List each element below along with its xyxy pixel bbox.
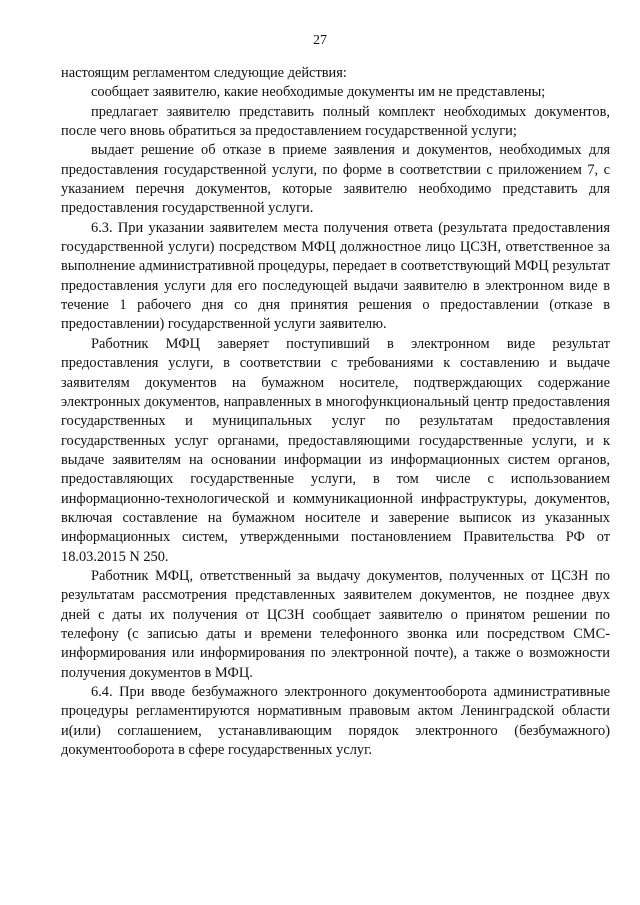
page-number: 27 bbox=[313, 33, 327, 48]
paragraph-continuation: настоящим регламентом следующие действия: bbox=[61, 65, 347, 81]
paragraph-section-6-3: 6.3. При указании заявителем места получения ответа (результата предоставления государственной услуги) посредством МФЦ должностное лицо ЦСЗН, ответственное за выполнение административной процедуры, передает в соответствующий МФЦ результат предоставления услуги для его последующей выдачи заявителю в электронном виде в течение 1 рабочего дня со дня принятия решения о предоставлении (отказе в предоставлении) государственной услуги заявителю. bbox=[61, 219, 610, 333]
paragraph-missing-documents: сообщает заявителю, какие необходимые документы им не представлены; bbox=[91, 84, 546, 101]
paragraph-refusal-decision: выдает решение об отказе в приеме заявления и документов, необходимых для предоставления государственной услуги, по форме в соответствии с приложением 7, с указанием перечня документов, которые заявителю необходимо представить для предоставления государственной услуги. bbox=[61, 142, 610, 217]
paragraph-section-6-4: 6.4. При вводе безбумажного электронного документооборота административные процедуры регламентируются нормативным правовым актом Ленинградской области и(или) соглашением, устанавливающим порядок электронного (безбумажного) документооборота в сфере государственных услуг. bbox=[61, 684, 610, 759]
paragraph-mfc-notifies: Работник МФЦ, ответственный за выдачу документов, полученных от ЦСЗН по результатам рассмотрения представленных заявителем документов, не позднее двух дней с даты их получения от ЦСЗН сообщает заявителю о принятом решении по телефону (с записью даты и времени телефонного звонка или посредством СМС-информирования или информирования по электронной почте), а также о возможности получения документов в МФЦ. bbox=[61, 567, 610, 681]
paragraph-full-set: предлагает заявителю представить полный комплект необходимых документов, после чего вновь обратиться за предоставлением государственной услуги; bbox=[61, 103, 610, 140]
paragraph-mfc-certifies: Работник МФЦ заверяет поступивший в электронном виде результат предоставления услуги, в соответствии с требованиями к составлению и выдаче заявителям документов на бумажном носителе, подтверждающих содержание электронных документов, направленных в многофункциональный центр предоставления государственных и муниципальных услуг по результатам предоставления государственных услуг органами, предоставляющими государственные услуги, и к выдаче заявителям на основании информации из информационных систем органов, предоставляющих государственные услуги, в том числе с использованием информационно-технологической и коммуникационной инфраструктуры, документов, включая составление на бумажном носителе и заверение выписок из указанных информационных систем, утвержденными постановлением Правительства РФ от 18.03.2015 N 250. bbox=[61, 335, 610, 565]
body-text bbox=[61, 64, 610, 760]
